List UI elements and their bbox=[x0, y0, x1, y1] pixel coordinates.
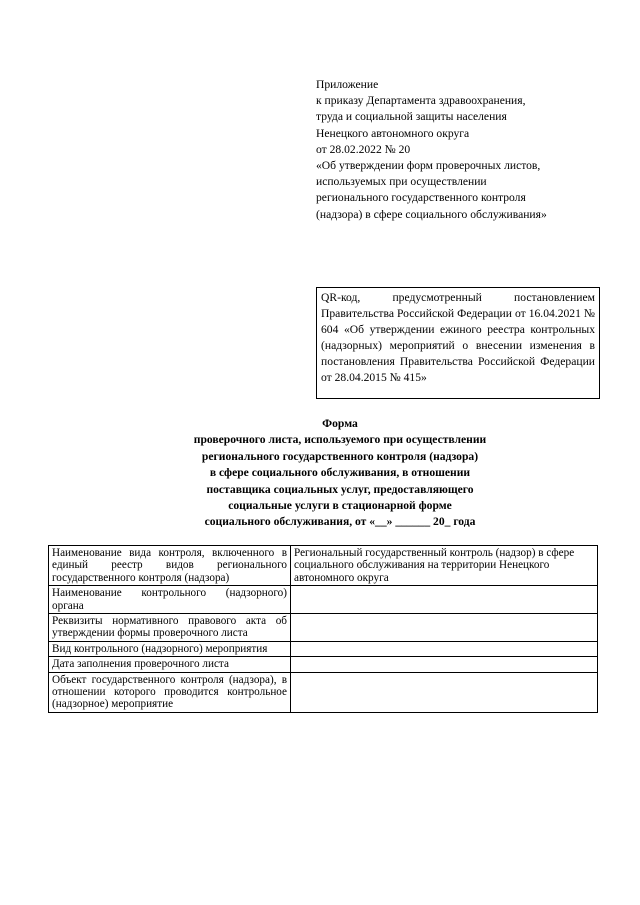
appendix-line: используемых при осуществлении bbox=[316, 175, 487, 189]
table-row bbox=[49, 614, 598, 642]
appendix-line: Приложение bbox=[316, 78, 379, 91]
form-title-line: регионального государственного контроля (надзора) bbox=[201, 449, 479, 463]
qr-code-text: QR-код, предусмотренный постановлением Правительства Российской Федерации от 16.04.2021 № 604 «Об утверждении ежиного реестра контрольных (надзорных) мероприятий о внесении изменения в постановления Правительства Российской Федерации от 28.04.2015 № 415» bbox=[321, 291, 595, 385]
row-label: Наименование контрольного (надзорного) органа bbox=[49, 586, 291, 614]
row-value bbox=[291, 614, 598, 642]
row-value bbox=[291, 586, 598, 614]
row-label: Дата заполнения проверочного листа bbox=[49, 657, 291, 672]
form-title-line: социального обслуживания, от «__» ______ 20_ года bbox=[204, 515, 476, 529]
appendix-line: (надзора) в сфере социального обслуживания» bbox=[316, 207, 547, 221]
appendix-line: к приказу Департамента здравоохранения, bbox=[316, 94, 526, 108]
appendix-line: от 28.02.2022 № 20 bbox=[316, 142, 411, 156]
table-row bbox=[49, 641, 598, 656]
row-value bbox=[291, 657, 598, 672]
row-label: Реквизиты нормативного правового акта об утверждении формы проверочного листа bbox=[49, 614, 291, 642]
row-value bbox=[291, 672, 598, 712]
row-value: Региональный государственный контроль (надзор) в сфере социального обслуживания на территории Ненецкого автономного округа bbox=[291, 546, 598, 586]
table-row bbox=[49, 586, 598, 614]
row-label: Объект государственного контроля (надзора), в отношении которого проводится контрольное (надзорное) мероприятие bbox=[49, 672, 291, 712]
form-title bbox=[90, 416, 590, 531]
appendix-line: «Об утверждении форм проверочных листов, bbox=[316, 159, 541, 173]
appendix-line: Ненецкого автономного округа bbox=[316, 126, 470, 140]
table-row bbox=[49, 672, 598, 712]
form-title-line: в сфере социального обслуживания, в отношении bbox=[209, 466, 471, 480]
appendix-line: регионального государственного контроля bbox=[316, 191, 526, 205]
qr-code-box bbox=[316, 287, 600, 399]
appendix-line: труда и социальной защиты населения bbox=[316, 110, 507, 124]
form-title-line: проверочного листа, используемого при осуществлении bbox=[193, 433, 487, 447]
row-label: Вид контрольного (надзорного) мероприятия bbox=[49, 641, 291, 656]
row-value bbox=[291, 641, 598, 656]
form-title-line: поставщика социальных услуг, предоставляющего bbox=[206, 482, 474, 496]
row-label: Наименование вида контроля, включенного в единый реестр видов регионального государственного контроля (надзора) bbox=[49, 546, 291, 586]
form-title-line: Форма bbox=[322, 417, 358, 430]
appendix-header bbox=[316, 77, 616, 223]
info-table bbox=[48, 545, 598, 713]
table-row bbox=[49, 546, 598, 586]
form-title-line: социальные услуги в стационарной форме bbox=[228, 499, 452, 513]
table-row bbox=[49, 657, 598, 672]
